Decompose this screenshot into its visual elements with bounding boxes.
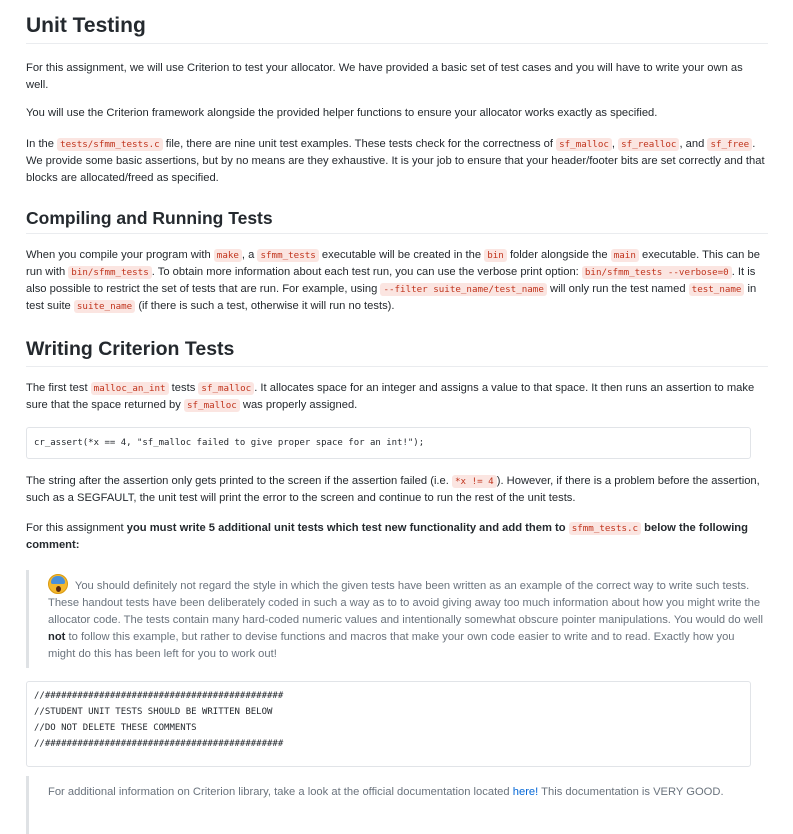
framework-paragraph: You will use the Criterion framework alongside the provided helper functions to ensure your allocator works exactly as specified. [26, 107, 658, 119]
requirement-paragraph: For this assignment you must write 5 additional unit tests which test new functionality and add them to sfmm_tests.c below the following comment: [26, 522, 748, 551]
inline-code: bin/sfmm_tests --verbose=0 [582, 266, 732, 279]
inline-code: sf_free [707, 138, 752, 151]
code-line: //DO NOT DELETE THESE COMMENTS [34, 723, 197, 733]
inline-code: test_name [689, 283, 745, 296]
section-heading-writing: Writing Criterion Tests [26, 336, 768, 367]
inline-code: sfmm_tests.c [569, 522, 641, 535]
inline-code: sfmm_tests [257, 249, 318, 262]
code-block-assert: cr_assert(*x == 4, "sf_malloc failed to give proper space for an int!"); [26, 427, 751, 459]
assertion-explanation-paragraph: The string after the assertion only gets printed to the screen if the assertion failed (i.e. *x != 4 ). However, if there is a problem before the assertion, such as a SEGFAULT, the unit test will print the error to the screen and continue to run the rest of the unit tests. [26, 475, 760, 504]
documentation-link[interactable]: here! [512, 786, 539, 798]
inline-code: sf_malloc [184, 399, 240, 412]
section-heading-compiling: Compiling and Running Tests [26, 207, 768, 234]
inline-code: bin [484, 249, 507, 262]
inline-code: tests/sfmm_tests.c [57, 138, 163, 151]
first-test-paragraph: The first test malloc_an_int tests sf_malloc . It allocates space for an integer and assigns a value to that space. It then runs an assertion to make sure that the space returned by sf_malloc was properly assigned. [26, 382, 755, 411]
inline-code: main [611, 249, 639, 262]
page-title: Unit Testing [26, 13, 768, 44]
inline-code: bin/sfmm_tests [68, 266, 151, 279]
test-file-paragraph: In the tests/sfmm_tests.c file, there are nine unit test examples. These tests check for the correctness of sf_malloc , sf_realloc , and sf_free . We provide some basic assertions, but by no means are they exhaustive. It is your job to ensure that your header/footer bits are set correctly and that blocks are allocated/freed as specified. [26, 138, 765, 184]
intro-paragraph: For this assignment, we will use Criterion to test your allocator. We have provided a basic set of test cases and you will have to write your own as well. [26, 62, 743, 91]
documentation-blockquote: For additional information on Criterion library, take a look at the official documentation located here! This documentation is VERY GOOD. [26, 776, 764, 834]
inline-code: make [214, 249, 242, 262]
style-warning-blockquote: You should definitely not regard the style in which the given tests have been written as an example of the correct way to write such tests. These handout tests have been deliberately coded in such a way as to to avoid giving away too much information about how you might write the allocator code. The tests contain many hard-coded numeric values and intentionally somewhat obscure pointer manipulations. You would do well not to follow this example, but rather to devise functions and macros that make your own code easier to write and to read. Exactly how you might do this has been left for you to work out! [26, 570, 764, 668]
inline-code: *x != 4 [452, 475, 497, 488]
code-block-comment [26, 681, 751, 767]
screaming-face-icon [48, 574, 68, 594]
code-line: //STUDENT UNIT TESTS SHOULD BE WRITTEN BELOW [34, 707, 273, 717]
inline-code: malloc_an_int [91, 382, 169, 395]
inline-code: sf_realloc [618, 138, 679, 151]
inline-code: --filter suite_name/test_name [380, 283, 546, 296]
inline-code: suite_name [74, 300, 135, 313]
code-line: //############################################ [34, 739, 284, 749]
compiling-paragraph: When you compile your program with make , a sfmm_tests executable will be created in the bin folder alongside the main executable. This can be run with bin/sfmm_tests . To obtain more information about each test run, you can use the verbose print option: bin/sfmm_tests --verbose=0 . It is also possible to restrict the set of tests that are run. For example, using --filter suite_name/test_name will only run the test named test_name in test suite suite_name (if there is such a test, otherwise it will run no tests). [26, 249, 760, 312]
code-line: //############################################ [34, 691, 284, 701]
inline-code: sf_malloc [556, 138, 612, 151]
inline-code: sf_malloc [198, 382, 254, 395]
